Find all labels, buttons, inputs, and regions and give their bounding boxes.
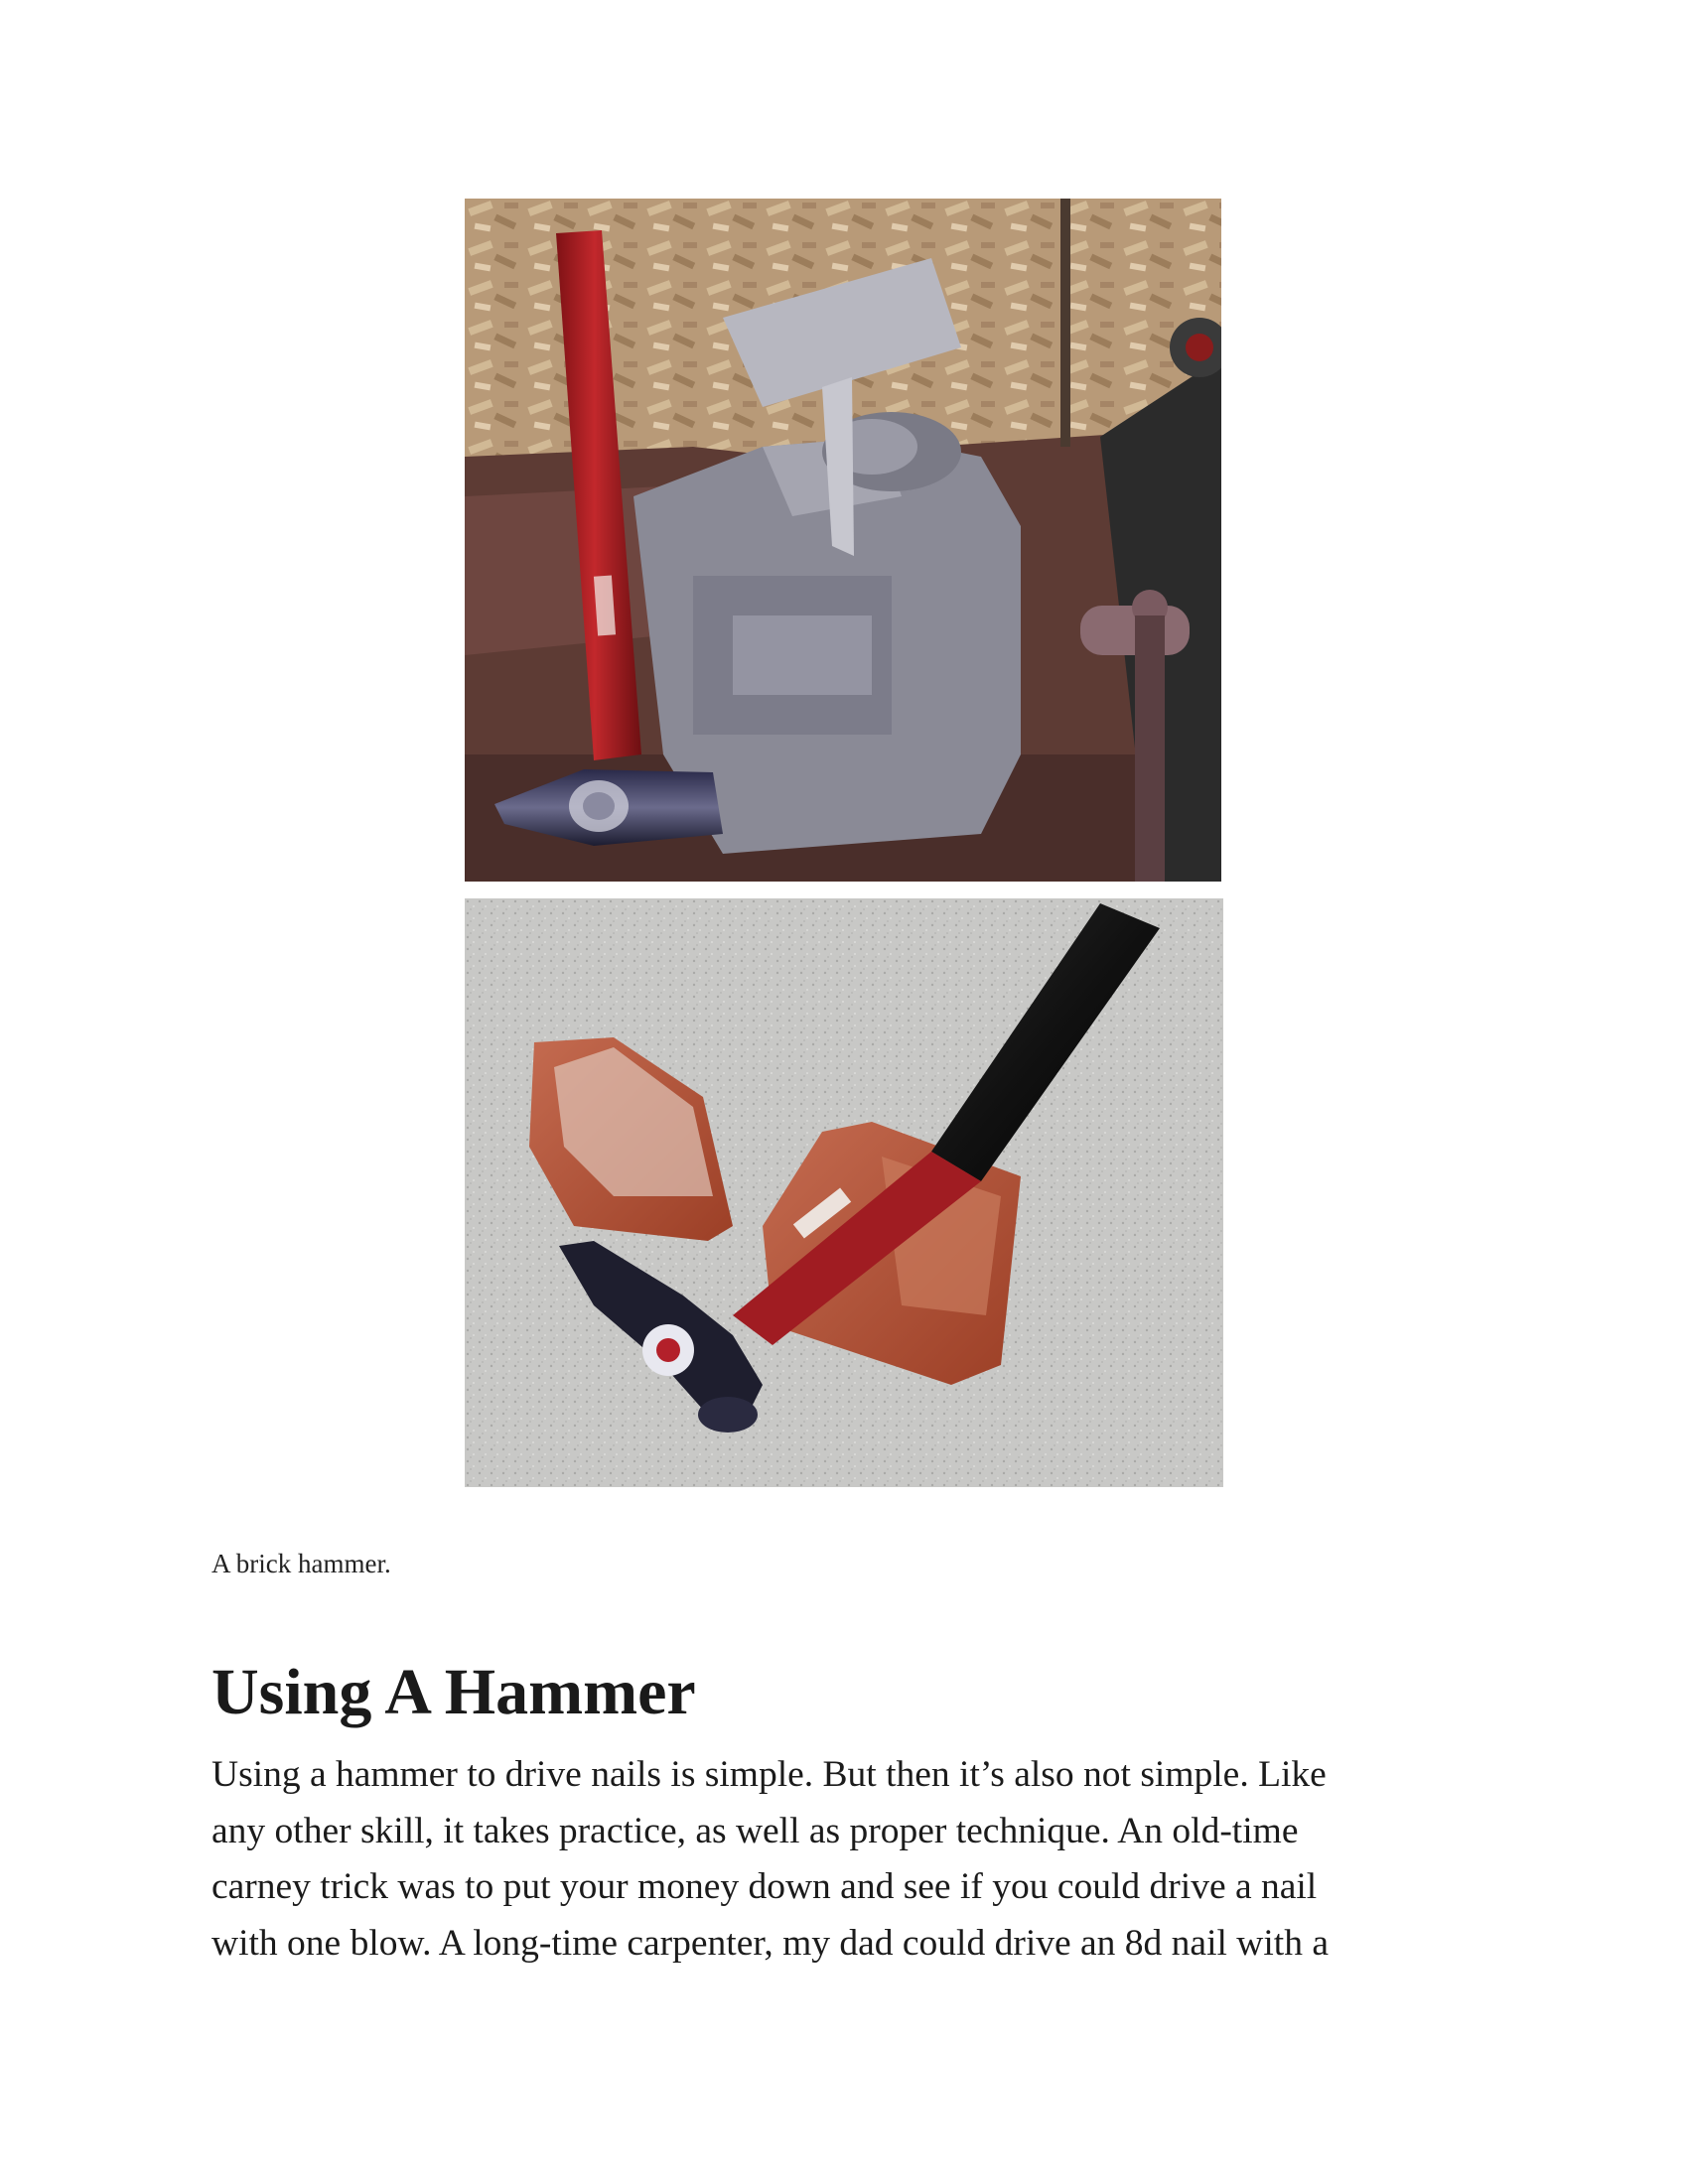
figure-caption: A brick hammer. — [211, 1549, 391, 1578]
section-heading: Using A Hammer — [211, 1656, 696, 1728]
vise-hammer-photo — [465, 199, 1221, 882]
body-line: with one blow. A long-time carpenter, my dad could drive an 8d nail with a — [211, 1922, 1329, 1964]
body-line: any other skill, it takes practice, as well as proper technique. An old-time — [211, 1810, 1299, 1851]
body-paragraph — [211, 1747, 1502, 1972]
body-line: Using a hammer to drive nails is simple. But then it’s also not simple. Like — [211, 1754, 1327, 1795]
body-line: carney trick was to put your money down and see if you could drive a nail — [211, 1866, 1318, 1907]
brick-hammer-photo — [465, 898, 1223, 1487]
